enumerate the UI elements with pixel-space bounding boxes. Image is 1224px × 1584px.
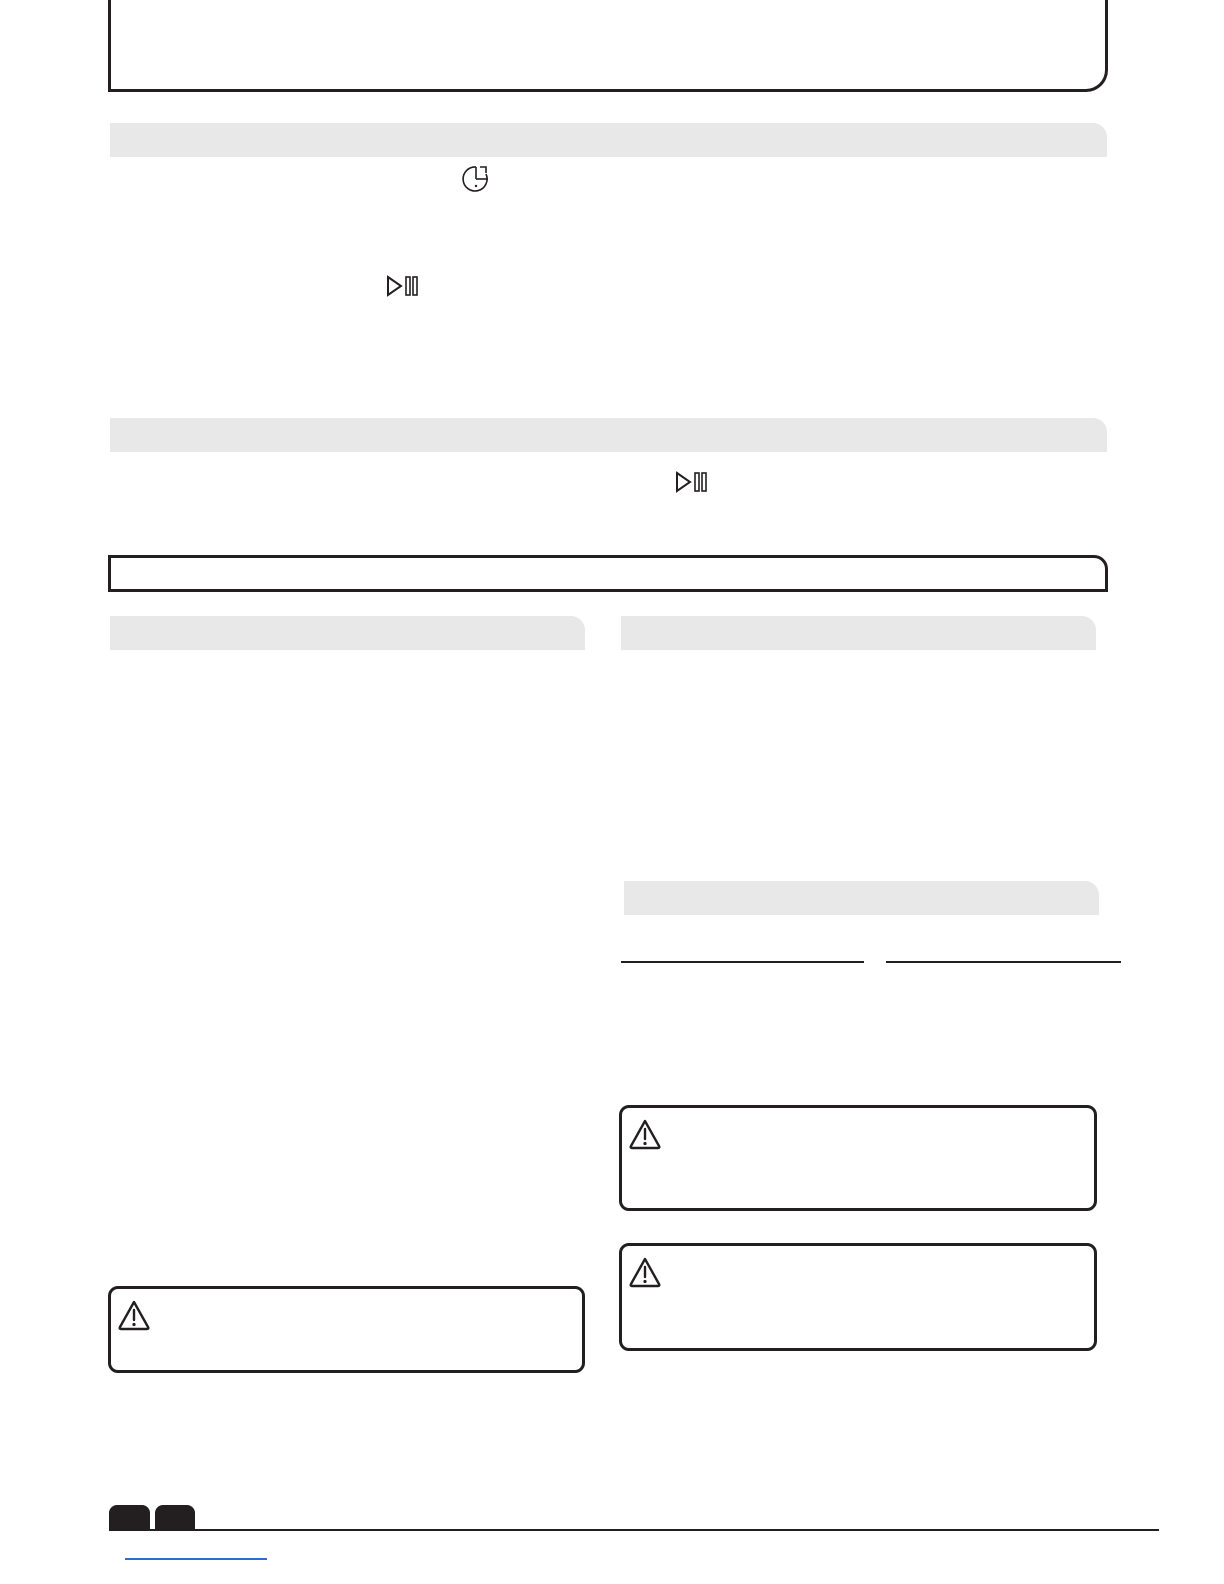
table-header-rule-right (886, 961, 1121, 963)
warning-triangle-icon (628, 1118, 662, 1150)
warning-triangle-icon (628, 1256, 662, 1288)
chapter-heading-frame (108, 555, 1108, 592)
warning-box (108, 1286, 585, 1373)
start-pause-icon (386, 275, 420, 297)
section-heading-band (110, 123, 1107, 157)
page-title-frame (108, 0, 1108, 92)
right-column-heading-band (621, 616, 1096, 650)
warning-box (619, 1105, 1097, 1211)
footer-page-tab (109, 1505, 150, 1531)
right-subsection-heading-band (624, 881, 1099, 915)
start-pause-icon (675, 471, 709, 493)
table-header-rule-left (621, 961, 864, 963)
left-column-heading-band (110, 616, 585, 650)
warning-triangle-icon (117, 1299, 151, 1331)
footer-rule (109, 1529, 1159, 1531)
warning-box (619, 1243, 1097, 1351)
footer-link-underline[interactable] (125, 1558, 267, 1560)
footer-language-tab (155, 1505, 195, 1531)
section-heading-band (110, 418, 1107, 452)
delay-timer-icon (461, 164, 493, 194)
